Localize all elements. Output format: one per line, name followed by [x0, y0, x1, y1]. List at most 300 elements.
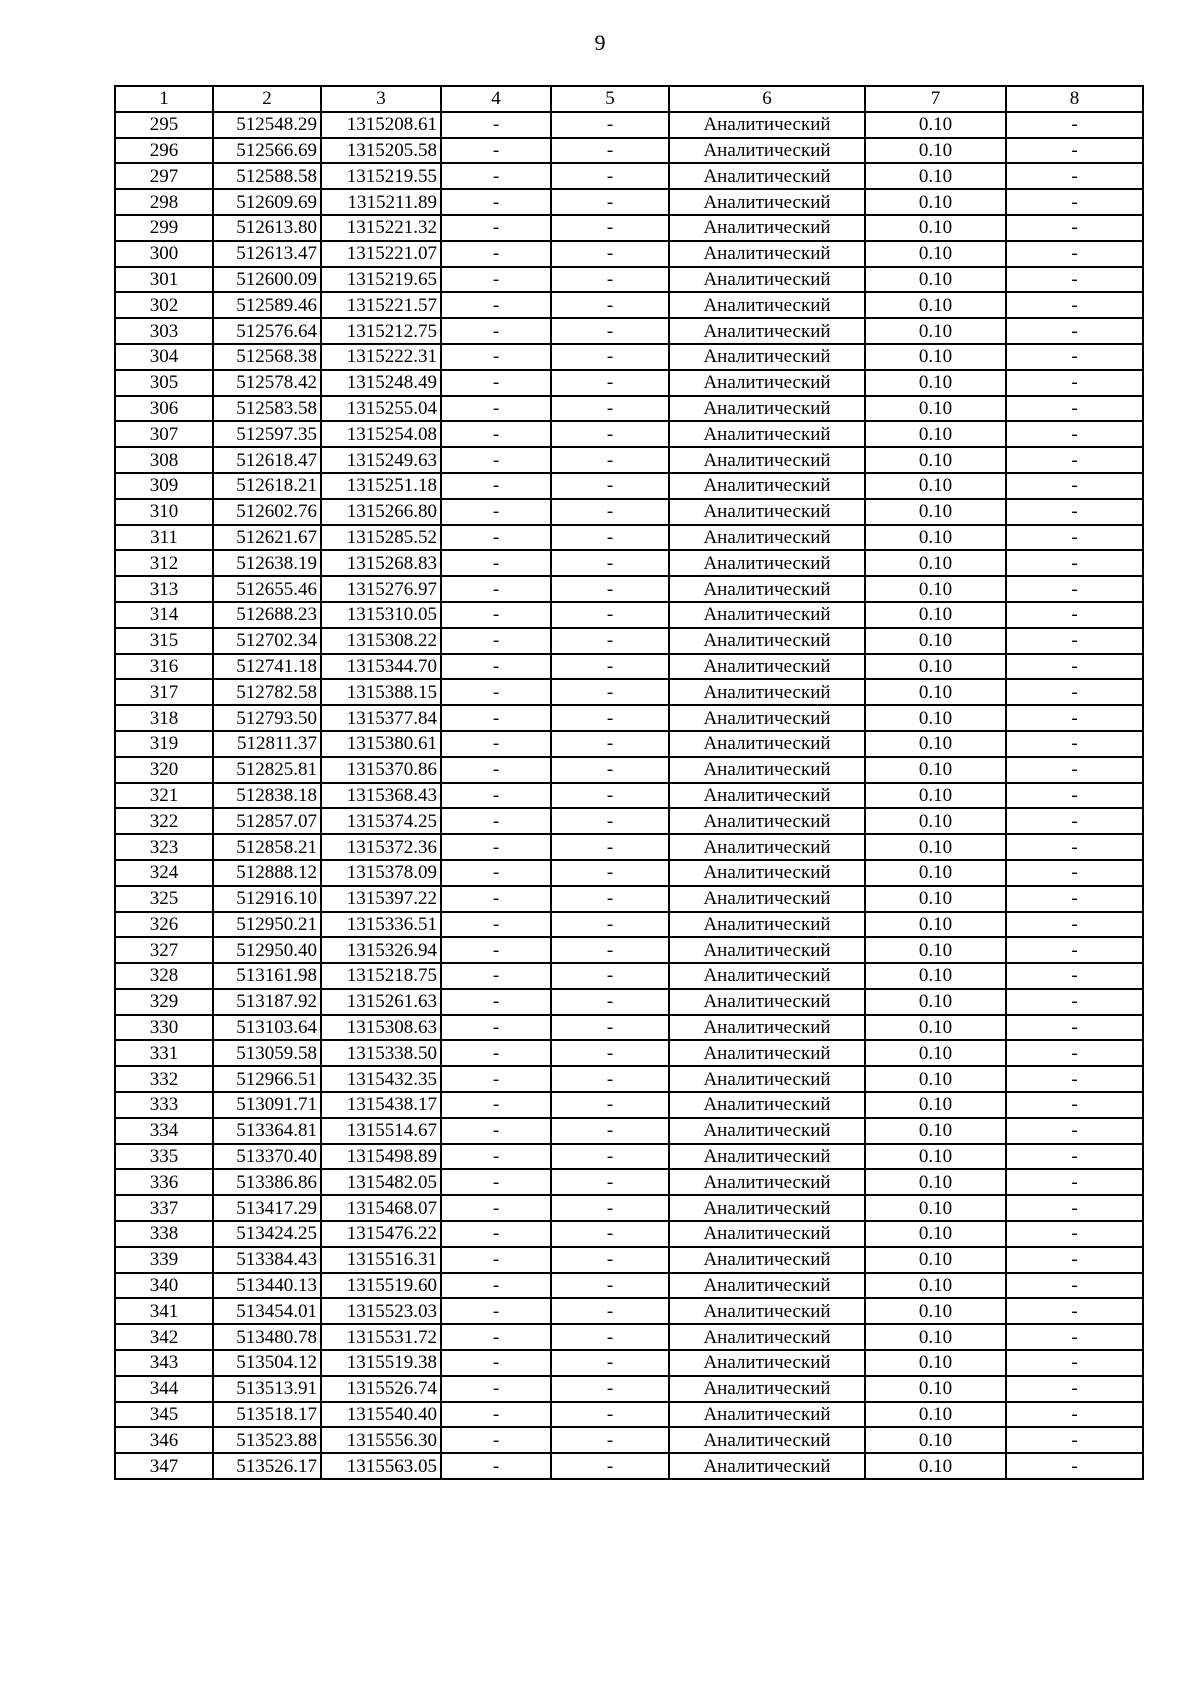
table-row — [115, 1298, 1143, 1324]
table-cell: Аналитический — [669, 1144, 865, 1170]
table-cell: 318 — [115, 705, 213, 731]
table-cell: 1315205.58 — [321, 138, 441, 164]
table-cell: - — [551, 731, 669, 757]
table-cell: - — [551, 679, 669, 705]
table-cell: - — [441, 989, 551, 1015]
table-cell: 1315266.80 — [321, 499, 441, 525]
table-cell: - — [551, 292, 669, 318]
table-cell: 0.10 — [865, 1092, 1006, 1118]
table-row — [115, 989, 1143, 1015]
table-row — [115, 1040, 1143, 1066]
table-cell: 1315526.74 — [321, 1376, 441, 1402]
table-cell: Аналитический — [669, 189, 865, 215]
table-cell: - — [1006, 679, 1143, 705]
table-cell: - — [551, 1040, 669, 1066]
table-cell: - — [441, 1298, 551, 1324]
table-cell: 295 — [115, 112, 213, 138]
table-cell: 512578.42 — [213, 370, 321, 396]
table-row — [115, 808, 1143, 834]
table-cell: - — [551, 1066, 669, 1092]
table-cell: - — [441, 292, 551, 318]
table-cell: 311 — [115, 525, 213, 551]
table-cell: 512588.58 — [213, 163, 321, 189]
table-cell: - — [551, 654, 669, 680]
table-cell: Аналитический — [669, 1453, 865, 1479]
table-cell: 0.10 — [865, 1040, 1006, 1066]
table-cell: 325 — [115, 886, 213, 912]
table-cell: 513091.71 — [213, 1092, 321, 1118]
table-cell: 1315249.63 — [321, 447, 441, 473]
table-cell: 343 — [115, 1350, 213, 1376]
table-cell: - — [1006, 550, 1143, 576]
table-cell: Аналитический — [669, 1273, 865, 1299]
table-cell: 1315268.83 — [321, 550, 441, 576]
table-cell: 0.10 — [865, 1144, 1006, 1170]
table-cell: - — [551, 318, 669, 344]
table-cell: - — [551, 602, 669, 628]
table-cell: 0.10 — [865, 705, 1006, 731]
table-cell: - — [1006, 1247, 1143, 1273]
table-cell: - — [441, 705, 551, 731]
table-cell: 513364.81 — [213, 1118, 321, 1144]
table-cell: 0.10 — [865, 215, 1006, 241]
table-cell: Аналитический — [669, 1066, 865, 1092]
table-cell: 0.10 — [865, 912, 1006, 938]
table-cell: Аналитический — [669, 1298, 865, 1324]
table-cell: 513384.43 — [213, 1247, 321, 1273]
table-cell: - — [551, 138, 669, 164]
table-cell: 513424.25 — [213, 1221, 321, 1247]
table-cell: - — [551, 1453, 669, 1479]
table-cell: 512888.12 — [213, 860, 321, 886]
table-cell: - — [441, 1402, 551, 1428]
table-cell: 512576.64 — [213, 318, 321, 344]
table-cell: Аналитический — [669, 215, 865, 241]
table-cell: - — [441, 963, 551, 989]
table-cell: 0.10 — [865, 731, 1006, 757]
table-cell: 1315221.57 — [321, 292, 441, 318]
table-cell: 0.10 — [865, 241, 1006, 267]
table-cell: Аналитический — [669, 1427, 865, 1453]
table-cell: Аналитический — [669, 499, 865, 525]
table-row — [115, 1092, 1143, 1118]
column-header: 2 — [213, 86, 321, 112]
table-cell: - — [1006, 783, 1143, 809]
table-row — [115, 1247, 1143, 1273]
table-cell: 340 — [115, 1273, 213, 1299]
table-cell: - — [551, 1144, 669, 1170]
table-cell: - — [551, 1221, 669, 1247]
table-row — [115, 1015, 1143, 1041]
table-cell: 319 — [115, 731, 213, 757]
table-cell: 1315222.31 — [321, 344, 441, 370]
table-cell: Аналитический — [669, 138, 865, 164]
table-row — [115, 860, 1143, 886]
table-cell: 1315212.75 — [321, 318, 441, 344]
table-cell: Аналитический — [669, 473, 865, 499]
table-cell: 1315370.86 — [321, 757, 441, 783]
table-cell: 329 — [115, 989, 213, 1015]
table-cell: 1315531.72 — [321, 1324, 441, 1350]
table-cell: - — [1006, 1195, 1143, 1221]
table-cell: - — [441, 189, 551, 215]
table-cell: - — [551, 1169, 669, 1195]
table-cell: - — [441, 1015, 551, 1041]
table-cell: - — [1006, 189, 1143, 215]
table-row — [115, 241, 1143, 267]
table-cell: - — [441, 757, 551, 783]
table-cell: 1315372.36 — [321, 834, 441, 860]
table-row — [115, 705, 1143, 731]
table-cell: - — [1006, 1298, 1143, 1324]
table-cell: Аналитический — [669, 163, 865, 189]
table-cell: - — [441, 163, 551, 189]
table-cell: - — [441, 112, 551, 138]
table-cell: Аналитический — [669, 344, 865, 370]
table-cell: Аналитический — [669, 1118, 865, 1144]
table-cell: 0.10 — [865, 112, 1006, 138]
table-cell: 1315476.22 — [321, 1221, 441, 1247]
table-cell: 512621.67 — [213, 525, 321, 551]
table-cell: Аналитический — [669, 1350, 865, 1376]
table-cell: 512609.69 — [213, 189, 321, 215]
table-cell: 512793.50 — [213, 705, 321, 731]
table-row — [115, 163, 1143, 189]
table-cell: 304 — [115, 344, 213, 370]
table-cell: Аналитический — [669, 421, 865, 447]
table-cell: 0.10 — [865, 163, 1006, 189]
table-cell: 1315368.43 — [321, 783, 441, 809]
table-cell: - — [441, 731, 551, 757]
table-cell: 0.10 — [865, 1273, 1006, 1299]
table-row — [115, 370, 1143, 396]
table-row — [115, 112, 1143, 138]
table-cell: Аналитический — [669, 963, 865, 989]
table-cell: 1315254.08 — [321, 421, 441, 447]
table-cell: - — [1006, 499, 1143, 525]
column-header: 7 — [865, 86, 1006, 112]
table-row — [115, 1324, 1143, 1350]
table-cell: 347 — [115, 1453, 213, 1479]
table-row — [115, 602, 1143, 628]
table-cell: 0.10 — [865, 447, 1006, 473]
table-cell: Аналитический — [669, 757, 865, 783]
table-cell: Аналитический — [669, 731, 865, 757]
table-cell: 1315338.50 — [321, 1040, 441, 1066]
table-cell: - — [551, 1402, 669, 1428]
table-row — [115, 499, 1143, 525]
table-cell: - — [1006, 525, 1143, 551]
table-cell: 512655.46 — [213, 576, 321, 602]
table-cell: 1315221.32 — [321, 215, 441, 241]
table-cell: 317 — [115, 679, 213, 705]
table-cell: - — [551, 189, 669, 215]
table-cell: 307 — [115, 421, 213, 447]
table-cell: 302 — [115, 292, 213, 318]
table-cell: - — [551, 808, 669, 834]
table-row — [115, 1169, 1143, 1195]
table-cell: Аналитический — [669, 912, 865, 938]
table-cell: 1315255.04 — [321, 396, 441, 422]
table-cell: 1315519.60 — [321, 1273, 441, 1299]
table-cell: 0.10 — [865, 628, 1006, 654]
table-cell: - — [1006, 1169, 1143, 1195]
table-cell: 342 — [115, 1324, 213, 1350]
table-cell: - — [441, 138, 551, 164]
table-cell: Аналитический — [669, 396, 865, 422]
table-cell: 512688.23 — [213, 602, 321, 628]
coordinates-table — [114, 85, 1144, 1480]
table-cell: - — [1006, 473, 1143, 499]
table-cell: - — [1006, 912, 1143, 938]
table-cell: 0.10 — [865, 783, 1006, 809]
table-cell: 310 — [115, 499, 213, 525]
table-row — [115, 1427, 1143, 1453]
table-cell: 1315310.05 — [321, 602, 441, 628]
table-cell: 512782.58 — [213, 679, 321, 705]
table-cell: 0.10 — [865, 370, 1006, 396]
table-cell: 324 — [115, 860, 213, 886]
table-cell: 1315218.75 — [321, 963, 441, 989]
table-cell: 309 — [115, 473, 213, 499]
table-cell: 1315308.22 — [321, 628, 441, 654]
table-cell: 0.10 — [865, 1195, 1006, 1221]
table-cell: - — [1006, 163, 1143, 189]
table-cell: 0.10 — [865, 267, 1006, 293]
table-cell: 0.10 — [865, 1169, 1006, 1195]
table-cell: 0.10 — [865, 396, 1006, 422]
table-cell: Аналитический — [669, 1247, 865, 1273]
table-cell: 0.10 — [865, 1402, 1006, 1428]
table-cell: - — [1006, 1376, 1143, 1402]
page-number: 9 — [594, 30, 606, 55]
table-row — [115, 1144, 1143, 1170]
table-row — [115, 189, 1143, 215]
table-cell: 338 — [115, 1221, 213, 1247]
table-cell: 345 — [115, 1402, 213, 1428]
table-cell: - — [441, 421, 551, 447]
table-header-row — [115, 86, 1143, 112]
table-cell: 1315482.05 — [321, 1169, 441, 1195]
table-cell: - — [551, 163, 669, 189]
table-cell: Аналитический — [669, 370, 865, 396]
table-cell: 0.10 — [865, 1221, 1006, 1247]
table-cell: - — [441, 1092, 551, 1118]
table-cell: 512811.37 — [213, 731, 321, 757]
table-cell: 512566.69 — [213, 138, 321, 164]
table-cell: 315 — [115, 628, 213, 654]
table-cell: 1315326.94 — [321, 937, 441, 963]
table-cell: - — [551, 834, 669, 860]
table-cell: Аналитический — [669, 1221, 865, 1247]
table-cell: 512950.40 — [213, 937, 321, 963]
table-cell: 513161.98 — [213, 963, 321, 989]
table-cell: 337 — [115, 1195, 213, 1221]
table-cell: - — [441, 499, 551, 525]
table-cell: 0.10 — [865, 525, 1006, 551]
table-cell: 341 — [115, 1298, 213, 1324]
table-cell: 513386.86 — [213, 1169, 321, 1195]
table-cell: 1315211.89 — [321, 189, 441, 215]
table-cell: - — [551, 499, 669, 525]
table-cell: - — [441, 370, 551, 396]
table-cell: 330 — [115, 1015, 213, 1041]
table-cell: - — [1006, 1015, 1143, 1041]
table-cell: - — [1006, 602, 1143, 628]
table-cell: - — [1006, 396, 1143, 422]
table-cell: - — [441, 1350, 551, 1376]
table-cell: - — [1006, 1427, 1143, 1453]
table-cell: - — [441, 1453, 551, 1479]
table-cell: 0.10 — [865, 473, 1006, 499]
table-cell: 0.10 — [865, 1015, 1006, 1041]
table-cell: - — [441, 241, 551, 267]
table-cell: 1315261.63 — [321, 989, 441, 1015]
table-cell: 297 — [115, 163, 213, 189]
table-row — [115, 963, 1143, 989]
table-cell: - — [441, 447, 551, 473]
table-cell: 0.10 — [865, 138, 1006, 164]
table-cell: - — [551, 1273, 669, 1299]
table-cell: 321 — [115, 783, 213, 809]
column-header: 5 — [551, 86, 669, 112]
table-cell: 0.10 — [865, 550, 1006, 576]
table-cell: Аналитический — [669, 576, 865, 602]
table-cell: 1315438.17 — [321, 1092, 441, 1118]
table-cell: - — [551, 473, 669, 499]
table-cell: - — [551, 1324, 669, 1350]
table-cell: - — [441, 860, 551, 886]
table-cell: - — [1006, 1066, 1143, 1092]
table-row — [115, 421, 1143, 447]
table-cell: 0.10 — [865, 834, 1006, 860]
table-cell: - — [1006, 1040, 1143, 1066]
table-cell: 0.10 — [865, 576, 1006, 602]
table-cell: - — [551, 1195, 669, 1221]
table-cell: 0.10 — [865, 679, 1006, 705]
table-cell: 512602.76 — [213, 499, 321, 525]
table-cell: 512613.80 — [213, 215, 321, 241]
table-row — [115, 447, 1143, 473]
table-cell: 1315377.84 — [321, 705, 441, 731]
table-row — [115, 654, 1143, 680]
table-cell: - — [1006, 886, 1143, 912]
table-cell: 512597.35 — [213, 421, 321, 447]
table-cell: - — [551, 267, 669, 293]
table-cell: 0.10 — [865, 989, 1006, 1015]
table-cell: 512838.18 — [213, 783, 321, 809]
table-cell: Аналитический — [669, 1040, 865, 1066]
table-cell: - — [551, 112, 669, 138]
table-cell: Аналитический — [669, 834, 865, 860]
table-cell: - — [1006, 1402, 1143, 1428]
table-row — [115, 1402, 1143, 1428]
table-cell: - — [1006, 1144, 1143, 1170]
table-cell: Аналитический — [669, 654, 865, 680]
table-cell: 513187.92 — [213, 989, 321, 1015]
table-cell: 1315516.31 — [321, 1247, 441, 1273]
table-cell: - — [441, 628, 551, 654]
table-cell: 0.10 — [865, 1066, 1006, 1092]
table-cell: - — [551, 705, 669, 731]
table-cell: - — [441, 834, 551, 860]
table-cell: 0.10 — [865, 757, 1006, 783]
table-cell: - — [441, 1247, 551, 1273]
table-cell: - — [1006, 860, 1143, 886]
table-row — [115, 1221, 1143, 1247]
table-cell: - — [1006, 292, 1143, 318]
table-row — [115, 215, 1143, 241]
table-cell: 0.10 — [865, 344, 1006, 370]
table-cell: - — [1006, 447, 1143, 473]
table-cell: 512583.58 — [213, 396, 321, 422]
table-cell: - — [1006, 241, 1143, 267]
table-cell: - — [551, 550, 669, 576]
table-cell: 335 — [115, 1144, 213, 1170]
table-cell: - — [1006, 1453, 1143, 1479]
table-cell: - — [551, 215, 669, 241]
table-cell: - — [551, 757, 669, 783]
table-cell: - — [551, 860, 669, 886]
table-cell: - — [551, 447, 669, 473]
table-cell: 0.10 — [865, 963, 1006, 989]
table-cell: 512858.21 — [213, 834, 321, 860]
table-cell: Аналитический — [669, 886, 865, 912]
table-cell: 312 — [115, 550, 213, 576]
table-cell: 513513.91 — [213, 1376, 321, 1402]
table-cell: - — [441, 318, 551, 344]
table-cell: 0.10 — [865, 860, 1006, 886]
table-cell: - — [551, 1298, 669, 1324]
table-cell: 308 — [115, 447, 213, 473]
table-cell: - — [441, 1169, 551, 1195]
table-row — [115, 1273, 1143, 1299]
table-row — [115, 1453, 1143, 1479]
table-cell: 344 — [115, 1376, 213, 1402]
table-cell: - — [1006, 138, 1143, 164]
table-cell: - — [441, 576, 551, 602]
table-cell: 0.10 — [865, 1427, 1006, 1453]
table-cell: 513454.01 — [213, 1298, 321, 1324]
table-cell: 300 — [115, 241, 213, 267]
table-cell: 1315344.70 — [321, 654, 441, 680]
table-cell: 0.10 — [865, 1324, 1006, 1350]
table-cell: Аналитический — [669, 679, 865, 705]
table-cell: - — [1006, 267, 1143, 293]
table-cell: Аналитический — [669, 783, 865, 809]
table-row — [115, 1066, 1143, 1092]
table-cell: - — [551, 1350, 669, 1376]
table-cell: - — [441, 783, 551, 809]
table-cell: 1315208.61 — [321, 112, 441, 138]
table-cell: Аналитический — [669, 1195, 865, 1221]
table-cell: Аналитический — [669, 1169, 865, 1195]
table-row — [115, 937, 1143, 963]
table-cell: - — [551, 241, 669, 267]
table-cell: 513370.40 — [213, 1144, 321, 1170]
table-cell: Аналитический — [669, 1376, 865, 1402]
table-cell: - — [1006, 731, 1143, 757]
table-cell: 339 — [115, 1247, 213, 1273]
table-row — [115, 731, 1143, 757]
table-cell: - — [1006, 834, 1143, 860]
table-cell: 0.10 — [865, 1453, 1006, 1479]
table-cell: - — [441, 1221, 551, 1247]
table-cell: - — [551, 1092, 669, 1118]
table-row — [115, 757, 1143, 783]
table-cell: - — [551, 783, 669, 809]
table-cell: 0.10 — [865, 1376, 1006, 1402]
